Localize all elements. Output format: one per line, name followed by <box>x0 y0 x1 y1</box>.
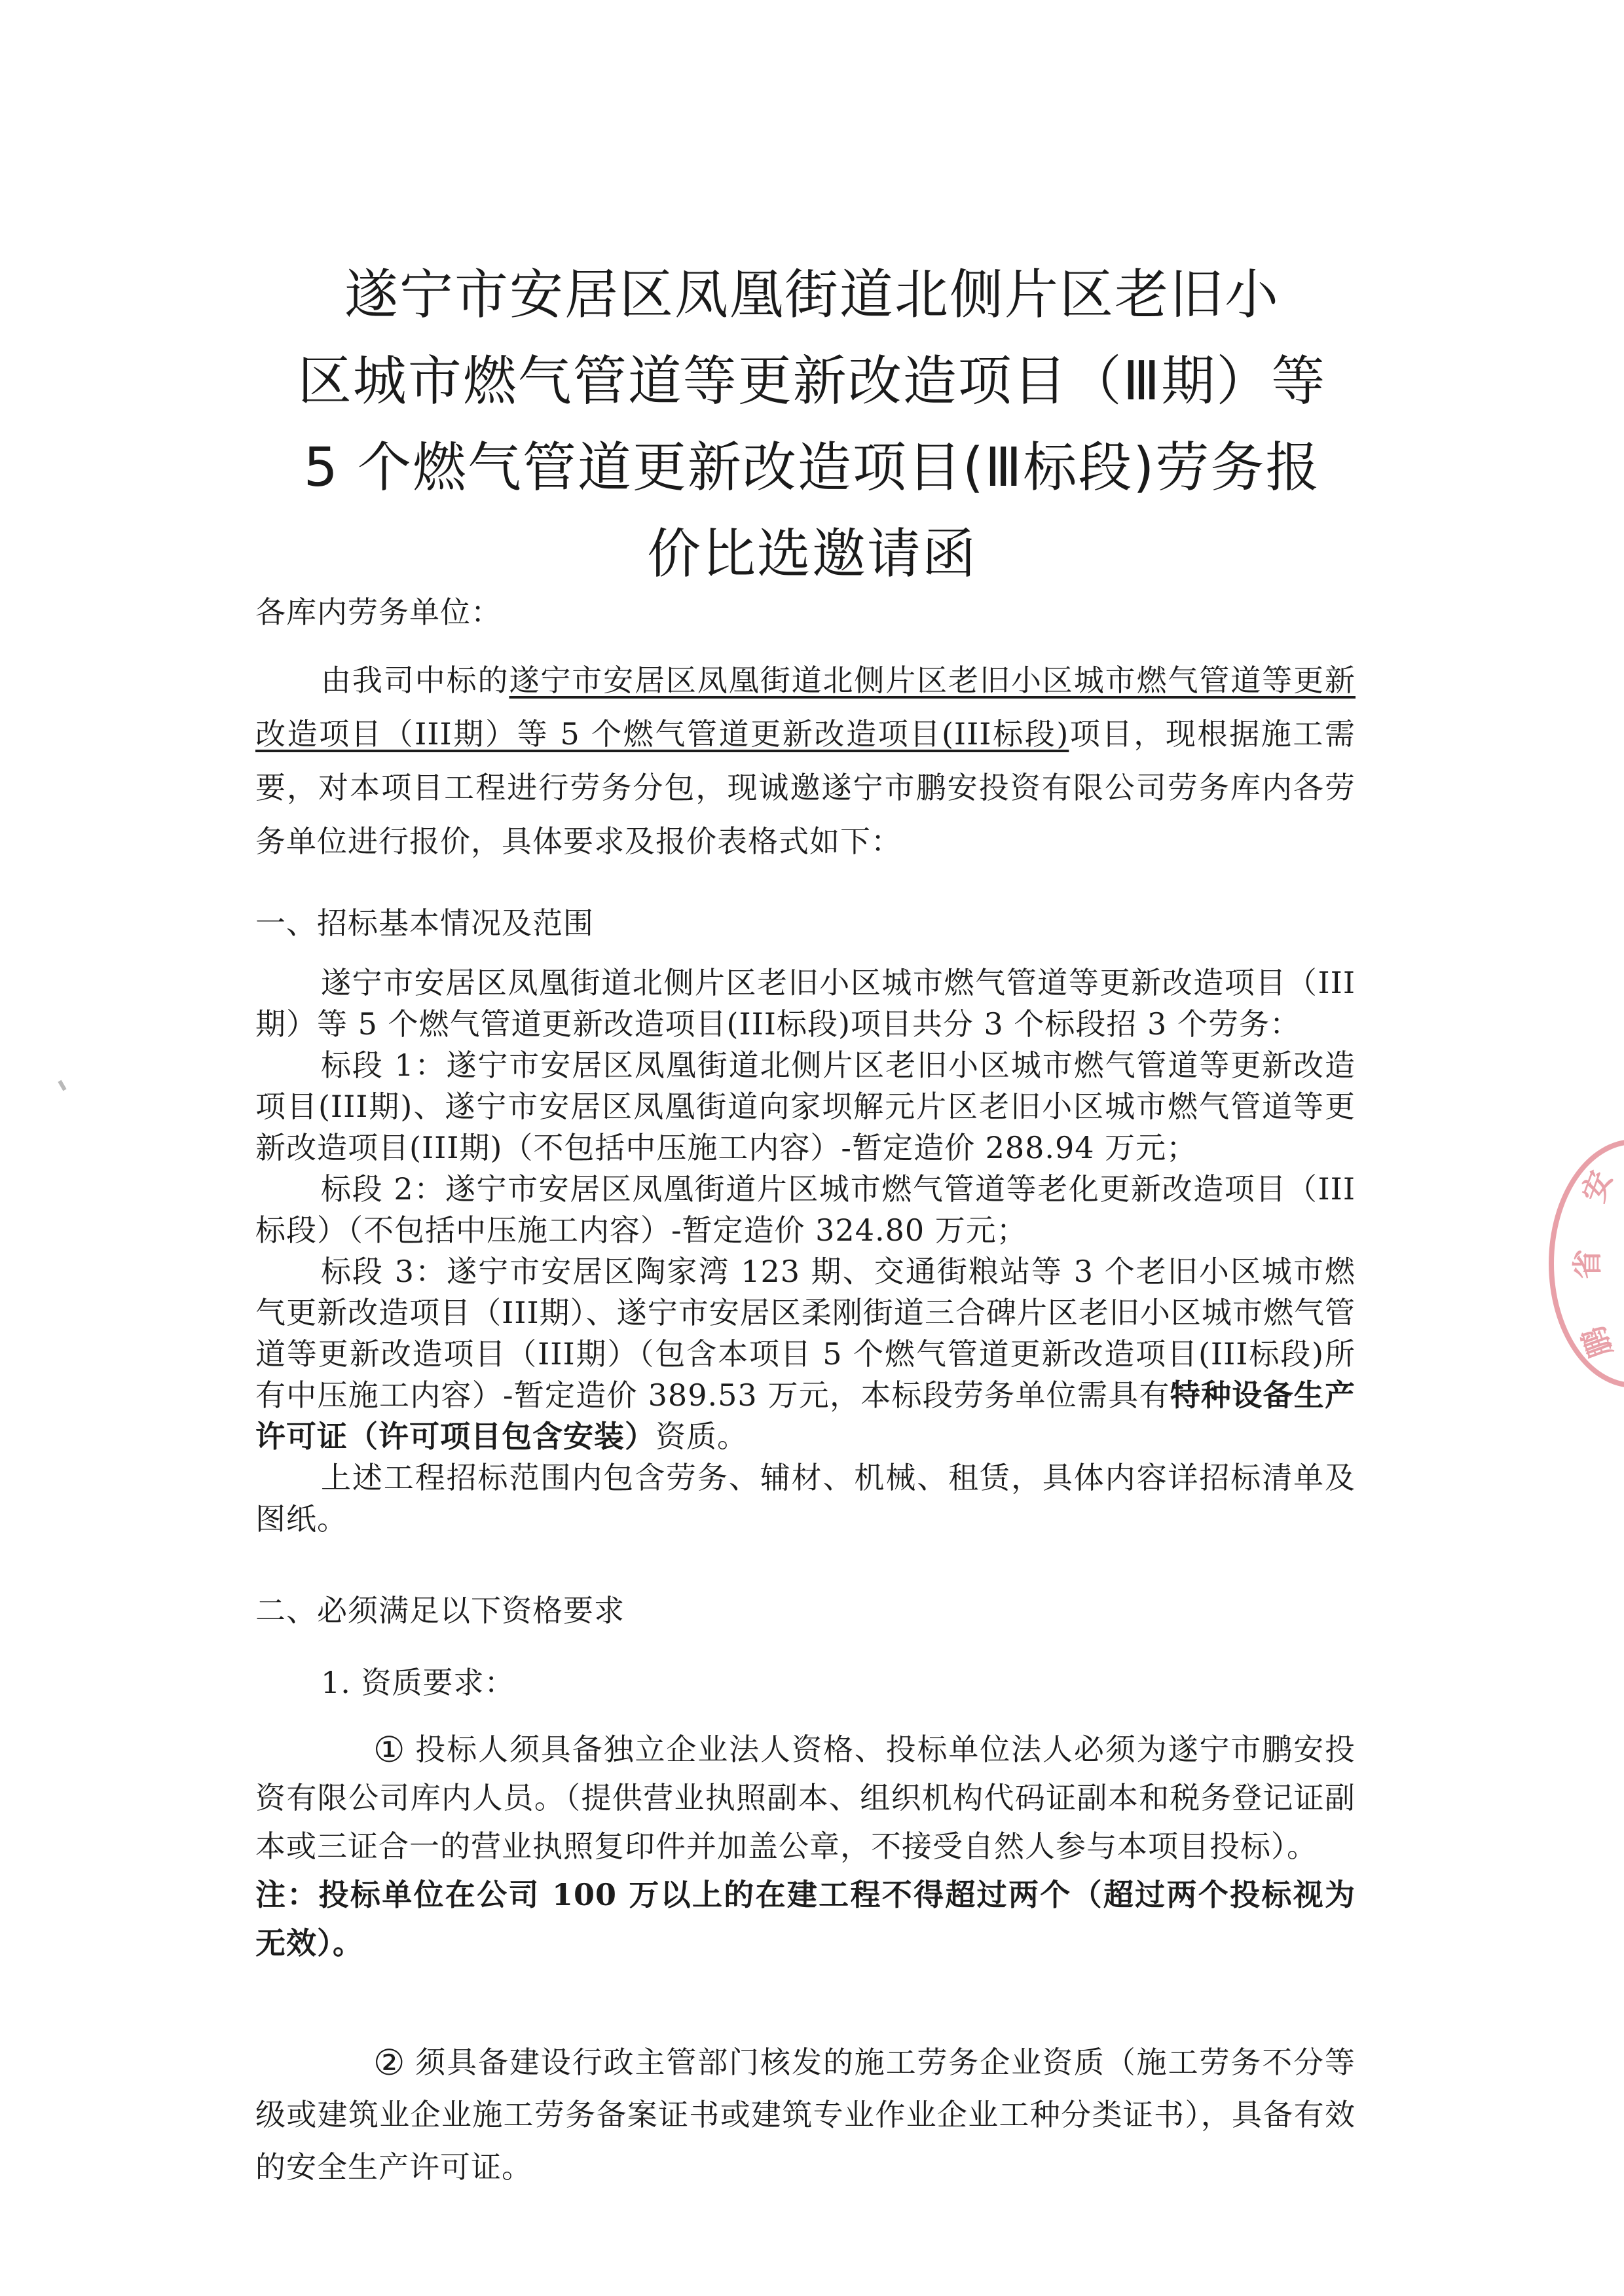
lot-3 <box>255 1251 1356 1457</box>
scope-paragraph: 上述工程招标范围内包含劳务、辅材、机械、租赁，具体内容详招标清单及图纸。 <box>255 1460 1356 1537</box>
section-2-heading: 二、必须满足以下资格要求 <box>255 1593 625 1628</box>
official-seal-stamp <box>1549 1139 1624 1388</box>
document-title <box>236 252 1388 598</box>
requirement-1-note: 注：投标单位在公司 100 万以上的在建工程不得超过两个（超过两个投标视为无效）。 <box>255 1877 1356 1961</box>
title-line-3: 5 个燃气管道更新改造项目(Ⅲ标段)劳务报 <box>303 437 1321 499</box>
title-line-1: 遂宁市安居区凤凰街道北侧片区老旧小 <box>344 264 1280 326</box>
stamp-char-2: 省 <box>1570 1249 1605 1279</box>
stamp-char-3: 鹏 <box>1575 1322 1619 1362</box>
requirement-2-text: 须具备建设行政主管部门核发的施工劳务企业资质（施工劳务不分等级或建筑业企业施工劳务备案证书或建筑专业作业企业工种分类证书），具备有效的安全生产许可证。 <box>255 2045 1356 2185</box>
lot-3-license: 特种设备生产许可证（许可项目包含安装） <box>255 1377 1356 1454</box>
title-line-4: 价比选邀请函 <box>646 523 977 585</box>
lot-1: 标段 1：遂宁市安居区凤凰街道北侧片区老旧小区城市燃气管道等更新改造项目(III期)、遂宁市安居区凤凰街道向家坝解元片区老旧小区城市燃气管道等更新改造项目(III期)（不包括中压施工内容）-暂定造价 288.94 万元； <box>255 1048 1356 1165</box>
requirement-1 <box>255 1725 1356 1967</box>
stamp-char-1: 安 <box>1575 1166 1619 1207</box>
requirement-1-text: 投标人须具备独立企业法人资格、投标单位法人必须为遂宁市鹏安投资有限公司库内人员。（提供营业执照副本、组织机构代码证副本和税务登记证副本或三证合一的营业执照复印件并加盖公章，不接受自然人参与本项目投标）。 <box>255 1732 1356 1864</box>
intro-paragraph <box>255 653 1356 868</box>
intro-project-name: 遂宁市安居区凤凰街道北侧片区老旧小区城市燃气管道等更新改造项目（III期）等 5 个燃气管道更新改造项目(III标段) <box>255 663 1356 752</box>
requirement-1-text-line <box>255 1725 1356 1870</box>
section-1-heading: 一、招标基本情况及范围 <box>255 905 594 941</box>
intro-prefix: 由我司中标的 <box>321 663 509 698</box>
title-line-2: 区城市燃气管道等更新改造项目（Ⅲ期）等 <box>297 350 1327 412</box>
section-1-paragraph: 遂宁市安居区凤凰街道北侧片区老旧小区城市燃气管道等更新改造项目（III期）等 5 个燃气管道更新改造项目(III标段)项目共分 3 个标段招 3 个劳务： <box>255 965 1356 1042</box>
qualification-item-label: 1. 资质要求： <box>321 1665 515 1700</box>
intro-suffix: 项目，现根据施工需要，对本项目工程进行劳务分包，现诚邀遂宁市鹏安投资有限公司劳务库内各劳务单位进行报价，具体要求及报价表格式如下： <box>255 716 1356 859</box>
requirement-2-marker: ② <box>373 2042 406 2083</box>
lot-3-end: 资质。 <box>655 1419 748 1454</box>
salutation: 各库内劳务单位： <box>255 594 502 630</box>
section-1-body <box>255 962 1356 1540</box>
lot-2: 标段 2：遂宁市安居区凤凰街道片区城市燃气管道等老化更新改造项目（III标段）（不包括中压施工内容）-暂定造价 324.80 万元； <box>255 1171 1356 1248</box>
lot-3-text: 标段 3：遂宁市安居区陶家湾 123 期、交通街粮站等 3 个老旧小区城市燃气更新改造项目（III期）、遂宁市安居区柔刚街道三合碑片区老旧小区城市燃气管道等更新改造项目（III期）（包含本项目 5 个燃气管道更新改造项目(III标段)所有中压施工内容）-暂定造价 389.53 万元，本标段劳务单位需具有 <box>255 1254 1356 1413</box>
scan-mark <box>58 1080 66 1091</box>
requirement-2 <box>255 2036 1356 2193</box>
requirement-2-text-line <box>255 2036 1356 2193</box>
requirement-1-marker: ① <box>373 1729 406 1770</box>
